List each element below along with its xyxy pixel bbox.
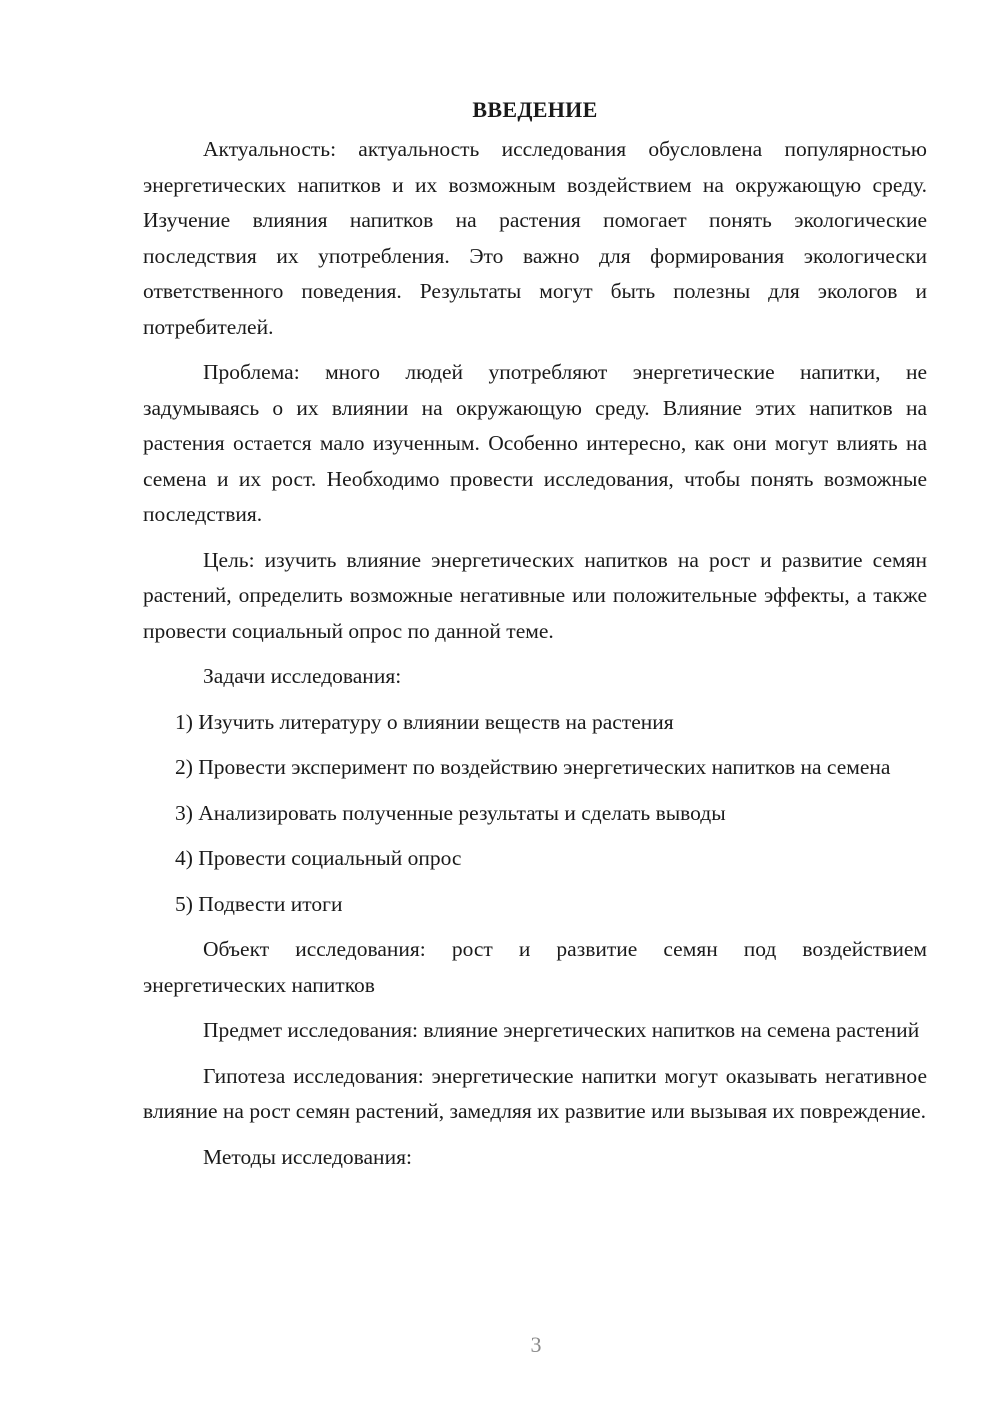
page-number: 3 — [530, 1332, 542, 1357]
task-item: 5) Подвести итоги — [175, 891, 343, 916]
paragraph-subject: Предмет исследования: влияние энергетических напитков на семена растений — [203, 1018, 920, 1042]
paragraph-hypothesis: Гипотеза исследования: энергетические напитки могут оказывать негативное влияние на рост семян растений, замедляя их развитие или вызывая их повреждение. — [143, 1063, 927, 1123]
document-page — [143, 92, 927, 1185]
paragraph-relevance: Актуальность: актуальность исследования обусловлена популярностью энергетических напитков и их возможным воздействием на окружающую среду. Изучение влияния напитков на растения помогает понять экологические последствия их употребления. Это важно для формирования экологически ответственного поведения. Результаты могут быть полезны для экологов и потребителей. — [143, 137, 927, 339]
paragraph-methods: Методы исследования: — [203, 1144, 412, 1169]
paragraph-goal: Цель: изучить влияние энергетических напитков на рост и развитие семян растений, определить возможные негативные или положительные эффекты, а также провести социальный опрос по данной теме. — [143, 547, 927, 643]
paragraph-tasks-heading: Задачи исследования: — [203, 664, 402, 688]
task-item: 2) Провести эксперимент по воздействию энергетических напитков на семена — [175, 755, 891, 779]
task-item: 3) Анализировать полученные результаты и сделать выводы — [175, 800, 726, 825]
section-title: ВВЕДЕНИЕ — [472, 97, 598, 122]
task-item: 4) Провести социальный опрос — [175, 846, 462, 870]
task-item: 1) Изучить литературу о влиянии веществ на растения — [175, 709, 674, 734]
paragraph-object: Объект исследования: рост и развитие семян под воздействием энергетических напитков — [143, 937, 927, 997]
paragraph-problem: Проблема: много людей употребляют энергетические напитки, не задумываясь о их влиянии на окружающую среду. Влияние этих напитков на растения остается мало изученным. Особенно интересно, как они могут влиять на семена и их рост. Необходимо провести исследования, чтобы понять возможные последствия. — [143, 360, 927, 526]
